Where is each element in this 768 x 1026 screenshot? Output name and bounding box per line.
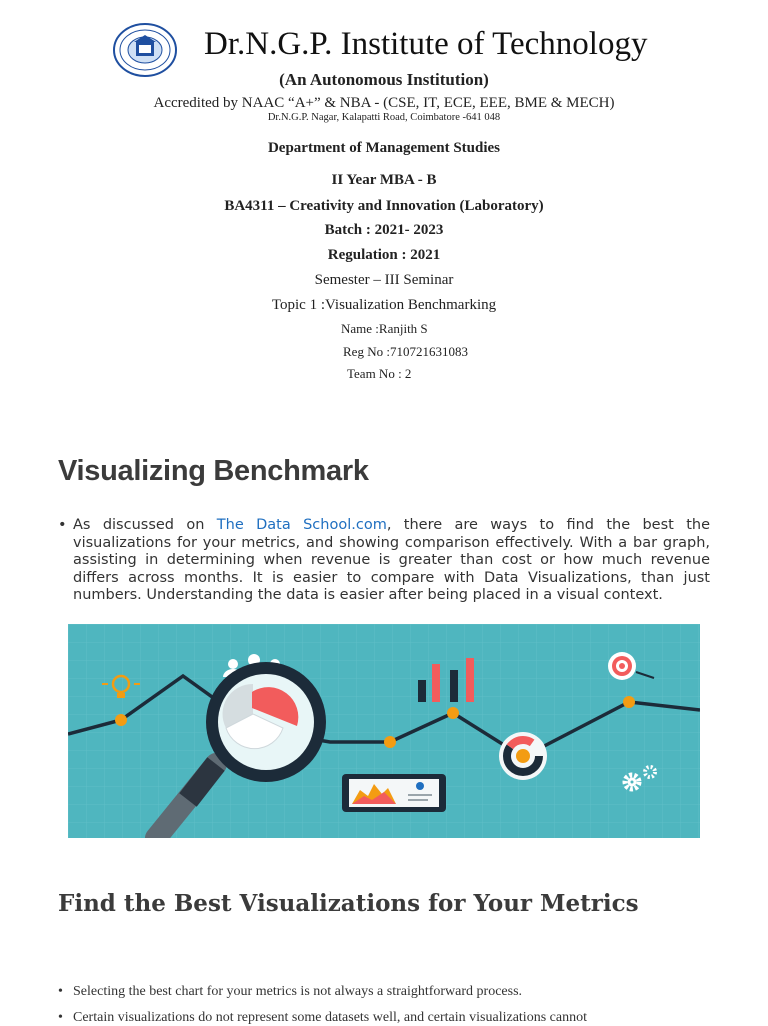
address-line: Dr.N.G.P. Nagar, Kalapatti Road, Coimbatore -641 048 xyxy=(267,112,501,123)
seminar-label: Semester – III Seminar xyxy=(314,272,454,288)
autonomous-label: (An Autonomous Institution) xyxy=(279,70,489,89)
intro-paragraph xyxy=(58,517,710,605)
data-school-link[interactable]: The Data School.com xyxy=(216,517,387,533)
paragraph-text xyxy=(73,517,710,605)
tablet-chart-icon xyxy=(342,774,446,812)
list-item-text: Certain visualizations do not represent some datasets well, and certain visualizations cannot xyxy=(73,1010,587,1025)
regulation-label: Regulation : 2021 xyxy=(327,247,441,263)
student-name: Name :Ranjith S xyxy=(341,321,428,336)
bullet-marker: • xyxy=(58,517,67,533)
accreditation-line: Accredited by NAAC “A+” & NBA - (CSE, IT, ECE, EEE, BME & MECH) xyxy=(153,95,615,111)
team-number: Team No : 2 xyxy=(347,366,412,381)
hero-illustration xyxy=(68,624,700,838)
register-number: Reg No :710721631083 xyxy=(343,344,468,359)
paragraph-prefix: As discussed on xyxy=(73,517,217,533)
topic-label: Topic 1 :Visualization Benchmarking xyxy=(271,297,497,313)
paragraph-suffix: , there are ways to find the best the visualizations for your metrics, and showing comparison effectively. With a bar graph, assisting in determining when revenue is greater than cost or how much revenue differs across months. It is easier to compare with Data Visualizations, than just numbers. Understanding the data is easier after being placed in a visual context. xyxy=(73,517,710,603)
section-heading-best-visualizations: Find the Best Visualizations for Your Metrics xyxy=(58,890,639,917)
list-item-text: Selecting the best chart for your metrics is not always a straightforward process. xyxy=(73,984,523,999)
bullet-marker: • xyxy=(58,1010,63,1025)
donut-chart-icon xyxy=(499,732,547,780)
institute-title: Dr.N.G.P. Institute of Technology xyxy=(204,26,648,62)
batch-label: Batch : 2021- 2023 xyxy=(324,222,444,238)
list-item xyxy=(58,984,710,1000)
year-label: II Year MBA - B xyxy=(331,172,437,188)
bullet-marker: • xyxy=(58,984,63,999)
department-label: Department of Management Studies xyxy=(267,140,501,156)
course-label: BA4311 – Creativity and Innovation (Laboratory) xyxy=(224,198,544,214)
section-heading-visualizing-benchmark: Visualizing Benchmark xyxy=(58,455,369,487)
